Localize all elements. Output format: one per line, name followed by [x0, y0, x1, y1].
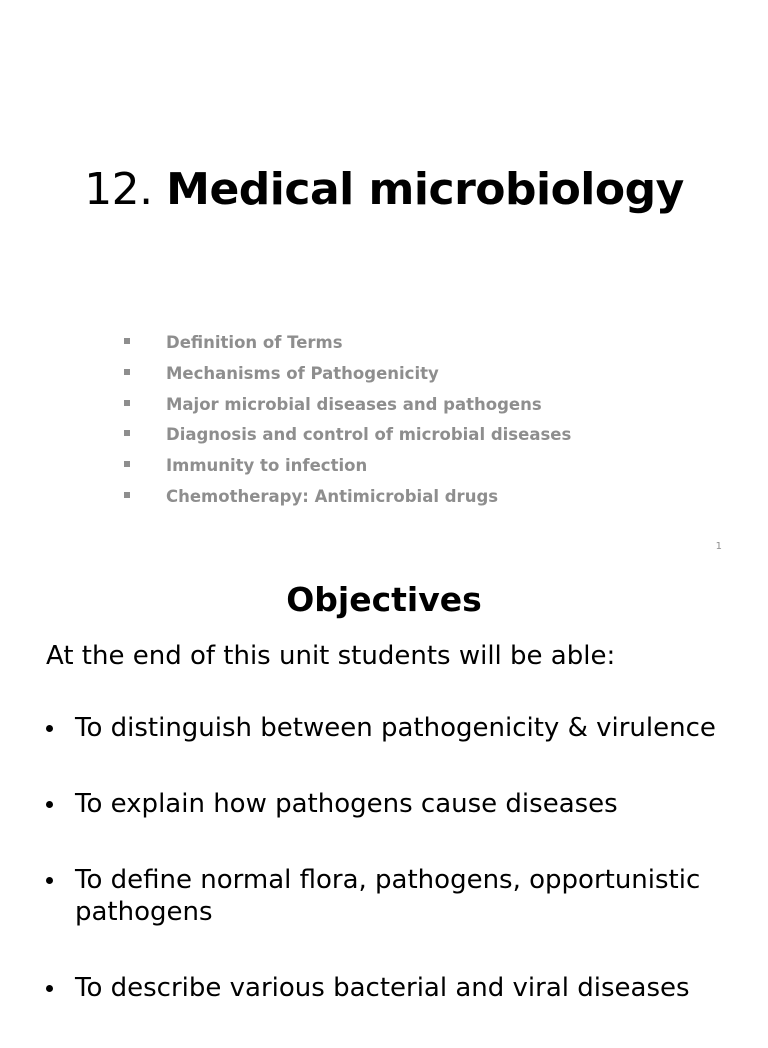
topic-label: Mechanisms of Pathogenicity: [166, 363, 439, 383]
topic-label: Definition of Terms: [166, 333, 343, 352]
list-item: [46, 864, 736, 928]
page-number: 1: [715, 541, 722, 552]
objective-text: To distinguish between pathogenicity & virulence: [75, 713, 716, 743]
objective-text: To describe various bacterial and viral diseases: [75, 973, 690, 1003]
objectives-intro: At the end of this unit students will be able:: [46, 641, 616, 671]
square-bullet-icon: [124, 338, 130, 344]
square-bullet-icon: [124, 461, 130, 467]
square-bullet-icon: [124, 492, 130, 498]
square-bullet-icon: [124, 400, 130, 406]
objective-text: To explain how pathogens cause diseases: [75, 789, 618, 819]
round-bullet-icon: [46, 725, 53, 732]
topic-label: Diagnosis and control of microbial diseases: [166, 425, 572, 445]
topic-label: Chemotherapy: Antimicrobial drugs: [166, 486, 499, 506]
list-item: [46, 712, 736, 744]
topic-label: Immunity to infection: [166, 456, 368, 476]
round-bullet-icon: [46, 985, 53, 992]
objectives-title: Objectives: [286, 580, 482, 619]
round-bullet-icon: [46, 801, 53, 808]
title-text: Medical microbiology: [166, 164, 684, 215]
list-item: [46, 972, 736, 1004]
square-bullet-icon: [124, 430, 130, 436]
topic-label: Major microbial diseases and pathogens: [166, 394, 542, 414]
objective-list: [46, 712, 736, 1048]
list-item: [46, 788, 736, 820]
slide-title: [0, 158, 768, 222]
objective-text: To define normal flora, pathogens, opportunistic pathogens: [75, 865, 701, 927]
title-number: 12.: [84, 164, 153, 215]
square-bullet-icon: [124, 369, 130, 375]
slide-2: [0, 566, 768, 1024]
round-bullet-icon: [46, 877, 53, 884]
